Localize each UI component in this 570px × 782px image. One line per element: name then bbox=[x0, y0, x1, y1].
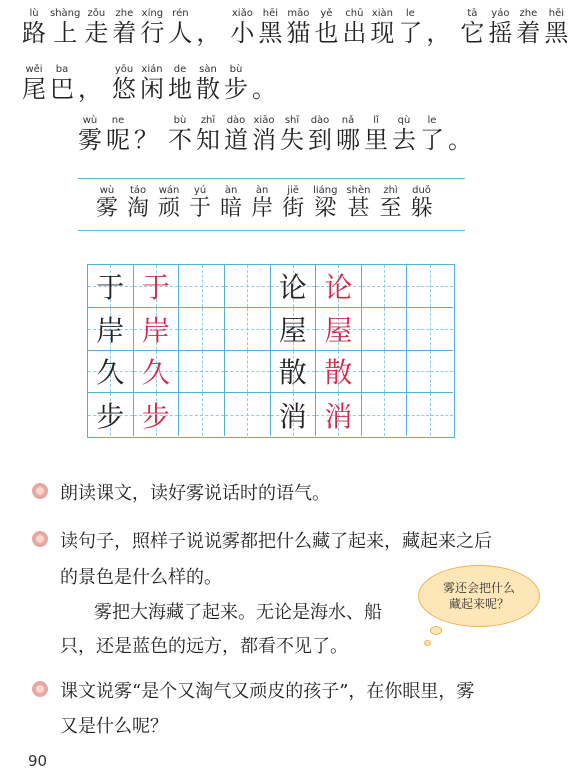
grid-cell bbox=[88, 393, 134, 436]
grid-cell bbox=[88, 265, 134, 308]
grid-cell bbox=[134, 265, 180, 308]
hanzi-with-pinyin bbox=[251, 185, 274, 221]
grid-cell bbox=[225, 308, 271, 351]
exercise-1-text: 朗读课文，读好雾说话时的语气。 bbox=[60, 483, 330, 504]
grid-cell bbox=[407, 351, 453, 394]
hanzi-with-pinyin bbox=[96, 185, 119, 221]
pinyin: zhī bbox=[196, 115, 220, 126]
model-character: 消 bbox=[278, 399, 307, 433]
hanzi: 雾 bbox=[96, 196, 119, 221]
pinyin: lù bbox=[22, 8, 46, 19]
thought-bubble-dot bbox=[430, 626, 442, 635]
hanzi: 了 bbox=[420, 126, 444, 154]
example-sentence-line-2: 只，还是蓝色的远方，都看不见了。 bbox=[60, 636, 348, 657]
grid-cell bbox=[316, 393, 362, 436]
vocab-list bbox=[96, 185, 442, 222]
hanzi-with-pinyin bbox=[280, 115, 304, 154]
vocab-bottom-rule bbox=[78, 230, 465, 231]
pinyin: yōu bbox=[112, 64, 136, 75]
hanzi-with-pinyin bbox=[50, 64, 74, 103]
hanzi: 了 bbox=[398, 19, 423, 47]
punctuation: ？ bbox=[134, 126, 158, 154]
hanzi-with-pinyin bbox=[379, 185, 402, 221]
grid-cell bbox=[225, 265, 271, 308]
trace-character: 岸 bbox=[141, 313, 170, 347]
hanzi-with-pinyin bbox=[84, 8, 109, 47]
hanzi: 顽 bbox=[158, 196, 181, 221]
grid-cell bbox=[362, 351, 408, 394]
grid-cell bbox=[362, 265, 408, 308]
hanzi-with-pinyin bbox=[488, 8, 513, 47]
hanzi-with-pinyin bbox=[392, 115, 416, 154]
punctuation: ， bbox=[196, 19, 221, 47]
pinyin: xiǎo bbox=[230, 8, 255, 19]
hanzi: 黑 bbox=[544, 19, 569, 47]
pinyin: wěi bbox=[22, 64, 46, 75]
hanzi-with-pinyin bbox=[196, 64, 220, 103]
pinyin: le bbox=[420, 115, 444, 126]
hanzi: 黑 bbox=[258, 19, 283, 47]
hanzi: 淘 bbox=[127, 196, 150, 221]
hanzi: 走 bbox=[84, 19, 109, 47]
pinyin: wù bbox=[78, 115, 102, 126]
hanzi: 猫 bbox=[286, 19, 311, 47]
hanzi: 闲 bbox=[140, 75, 164, 103]
hanzi-with-pinyin bbox=[127, 185, 150, 221]
thought-bubble bbox=[418, 565, 540, 627]
grid-cell bbox=[225, 393, 271, 436]
hanzi-with-pinyin bbox=[158, 185, 181, 221]
thought-bubble-dot bbox=[424, 640, 431, 646]
trace-character: 久 bbox=[141, 356, 170, 390]
hanzi: 梁 bbox=[313, 196, 338, 221]
hanzi-with-pinyin bbox=[308, 115, 332, 154]
pinyin: yú bbox=[189, 185, 212, 196]
writing-grid bbox=[87, 264, 455, 438]
passage-line-3 bbox=[78, 115, 482, 155]
hanzi-with-pinyin bbox=[364, 115, 388, 154]
hanzi: 尾 bbox=[22, 75, 46, 103]
grid-cell bbox=[316, 308, 362, 351]
hanzi-with-pinyin bbox=[370, 8, 395, 47]
trace-character: 论 bbox=[324, 270, 353, 304]
hanzi-with-pinyin bbox=[336, 115, 360, 154]
pinyin: dào bbox=[308, 115, 332, 126]
hanzi-with-pinyin bbox=[286, 8, 311, 47]
grid-cell bbox=[271, 308, 317, 351]
pinyin: qù bbox=[392, 115, 416, 126]
hanzi: 呢 bbox=[106, 126, 130, 154]
hanzi: 步 bbox=[224, 75, 248, 103]
hanzi: 失 bbox=[280, 126, 304, 154]
grid-cell bbox=[271, 265, 317, 308]
model-character: 论 bbox=[278, 270, 307, 304]
hanzi-with-pinyin bbox=[112, 64, 136, 103]
pinyin: shī bbox=[280, 115, 304, 126]
bubble-text-line-1: 雾还会把什么 bbox=[442, 581, 515, 595]
hanzi: 路 bbox=[22, 19, 46, 47]
model-character: 步 bbox=[96, 399, 125, 433]
trace-character: 屋 bbox=[324, 313, 353, 347]
hanzi: 雾 bbox=[78, 126, 102, 154]
hanzi-with-pinyin bbox=[342, 8, 367, 47]
exercise-1-bullet-icon bbox=[32, 483, 48, 499]
hanzi: 不 bbox=[168, 126, 192, 154]
pinyin: xiāo bbox=[252, 115, 276, 126]
hanzi: 现 bbox=[370, 19, 395, 47]
hanzi: 着 bbox=[516, 19, 541, 47]
hanzi-with-pinyin bbox=[410, 185, 433, 221]
hanzi-with-pinyin bbox=[168, 64, 192, 103]
hanzi: 也 bbox=[314, 19, 339, 47]
pinyin: lǐ bbox=[364, 115, 388, 126]
grid-cell bbox=[134, 351, 180, 394]
hanzi-with-pinyin bbox=[189, 185, 212, 221]
exercise-2-bullet-icon bbox=[32, 531, 48, 547]
grid-cell bbox=[134, 393, 180, 436]
trace-character: 于 bbox=[141, 270, 170, 304]
grid-cell bbox=[316, 351, 362, 394]
hanzi: 哪 bbox=[336, 126, 360, 154]
example-sentence-line-1: 雾把大海藏了起来。无论是海水、船 bbox=[94, 602, 382, 623]
grid-cell bbox=[88, 308, 134, 351]
hanzi-with-pinyin bbox=[50, 8, 81, 47]
pinyin: àn bbox=[251, 185, 274, 196]
hanzi-with-pinyin bbox=[196, 115, 220, 154]
grid-cell bbox=[362, 308, 408, 351]
hanzi: 于 bbox=[189, 196, 212, 221]
pinyin: ne bbox=[106, 115, 130, 126]
pinyin: sàn bbox=[196, 64, 220, 75]
pinyin: yě bbox=[314, 8, 339, 19]
pinyin: jiē bbox=[282, 185, 305, 196]
hanzi: 岸 bbox=[251, 196, 274, 221]
punctuation: ， bbox=[78, 75, 102, 103]
hanzi-with-pinyin bbox=[252, 115, 276, 154]
exercise-2-text-line-2: 的景色是什么样的。 bbox=[60, 567, 222, 588]
grid-cell bbox=[271, 351, 317, 394]
hanzi: 小 bbox=[230, 19, 255, 47]
hanzi: 道 bbox=[224, 126, 248, 154]
pinyin: liáng bbox=[313, 185, 338, 196]
pinyin: shàng bbox=[50, 8, 81, 19]
hanzi-with-pinyin bbox=[230, 8, 255, 47]
grid-cell bbox=[179, 351, 225, 394]
pinyin: zǒu bbox=[84, 8, 109, 19]
pinyin: hēi bbox=[258, 8, 283, 19]
pinyin: bù bbox=[224, 64, 248, 75]
hanzi: 消 bbox=[252, 126, 276, 154]
hanzi: 出 bbox=[342, 19, 367, 47]
grid-cell bbox=[88, 351, 134, 394]
hanzi-with-pinyin bbox=[460, 8, 485, 47]
hanzi: 知 bbox=[196, 126, 220, 154]
hanzi: 街 bbox=[282, 196, 305, 221]
pinyin: wù bbox=[96, 185, 118, 196]
hanzi-with-pinyin bbox=[168, 115, 192, 154]
exercise-3-text-line-2: 又是什么呢？ bbox=[60, 716, 168, 737]
pinyin: chū bbox=[342, 8, 367, 19]
hanzi-with-pinyin bbox=[140, 8, 165, 47]
exercise-3-bullet-icon bbox=[32, 681, 48, 697]
hanzi: 上 bbox=[50, 19, 81, 47]
hanzi-with-pinyin bbox=[282, 185, 305, 221]
hanzi-with-pinyin bbox=[420, 115, 444, 154]
pinyin: shèn bbox=[346, 185, 371, 196]
pinyin: àn bbox=[220, 185, 243, 196]
hanzi: 里 bbox=[364, 126, 388, 154]
hanzi-with-pinyin bbox=[224, 64, 248, 103]
pinyin: zhe bbox=[112, 8, 137, 19]
hanzi-with-pinyin bbox=[106, 115, 130, 154]
bubble-text-line-2: 藏起来呢？ bbox=[448, 597, 509, 611]
pinyin: tā bbox=[460, 8, 485, 19]
model-character: 久 bbox=[96, 356, 125, 390]
grid-cell bbox=[134, 308, 180, 351]
exercise-3-text-line-1: 课文说雾“是个又淘气又顽皮的孩子”，在你眼里，雾 bbox=[60, 681, 475, 702]
model-character: 岸 bbox=[96, 313, 125, 347]
hanzi: 到 bbox=[308, 126, 332, 154]
grid-cell bbox=[407, 265, 453, 308]
pinyin: táo bbox=[127, 185, 150, 196]
exercise-2-text-line-1: 读句子，照样子说说雾都把什么藏了起来，藏起来之后 bbox=[60, 531, 492, 552]
model-character: 屋 bbox=[278, 313, 307, 347]
grid-cell bbox=[407, 308, 453, 351]
hanzi: 暗 bbox=[220, 196, 243, 221]
hanzi: 至 bbox=[379, 196, 402, 221]
hanzi: 人 bbox=[168, 19, 193, 47]
hanzi-with-pinyin bbox=[22, 64, 46, 103]
pinyin: ba bbox=[50, 64, 74, 75]
punctuation: ， bbox=[426, 19, 451, 47]
grid-cell bbox=[179, 393, 225, 436]
punctuation: 。 bbox=[448, 126, 472, 154]
hanzi-with-pinyin bbox=[112, 8, 137, 47]
grid-cell bbox=[179, 308, 225, 351]
hanzi: 着 bbox=[112, 19, 137, 47]
pinyin: zhe bbox=[516, 8, 541, 19]
passage-line-2 bbox=[22, 64, 286, 104]
hanzi-with-pinyin bbox=[544, 8, 569, 47]
trace-character: 消 bbox=[324, 399, 353, 433]
model-character: 于 bbox=[96, 270, 125, 304]
pinyin: xiàn bbox=[370, 8, 395, 19]
trace-character: 散 bbox=[324, 356, 353, 390]
pinyin: xián bbox=[140, 64, 164, 75]
hanzi-with-pinyin bbox=[140, 64, 164, 103]
grid-cell bbox=[316, 265, 362, 308]
pinyin: duǒ bbox=[410, 185, 433, 196]
hanzi-with-pinyin bbox=[224, 115, 248, 154]
hanzi-with-pinyin bbox=[313, 185, 338, 221]
grid-cell bbox=[362, 393, 408, 436]
grid-cell bbox=[407, 393, 453, 436]
pinyin: rén bbox=[168, 8, 193, 19]
grid-cell bbox=[225, 351, 271, 394]
pinyin: le bbox=[398, 8, 423, 19]
pinyin: nǎ bbox=[336, 115, 360, 126]
hanzi-with-pinyin bbox=[22, 8, 46, 47]
hanzi: 巴 bbox=[50, 75, 74, 103]
hanzi: 它 bbox=[460, 19, 485, 47]
vocab-top-rule bbox=[78, 178, 465, 179]
pinyin: wán bbox=[158, 185, 181, 196]
hanzi-with-pinyin bbox=[168, 8, 193, 47]
hanzi-with-pinyin bbox=[220, 185, 243, 221]
model-character: 散 bbox=[278, 356, 307, 390]
hanzi: 躲 bbox=[410, 196, 433, 221]
hanzi-with-pinyin bbox=[258, 8, 283, 47]
pinyin: bù bbox=[168, 115, 192, 126]
punctuation: 。 bbox=[252, 75, 276, 103]
pinyin: yáo bbox=[488, 8, 513, 19]
pinyin: de bbox=[168, 64, 192, 75]
trace-character: 步 bbox=[141, 399, 170, 433]
hanzi-with-pinyin bbox=[314, 8, 339, 47]
passage-line-1 bbox=[22, 8, 570, 48]
hanzi: 悠 bbox=[112, 75, 136, 103]
hanzi-with-pinyin bbox=[398, 8, 423, 47]
pinyin: dào bbox=[224, 115, 248, 126]
hanzi: 摇 bbox=[488, 19, 513, 47]
hanzi-with-pinyin bbox=[516, 8, 541, 47]
pinyin: zhì bbox=[379, 185, 402, 196]
hanzi: 散 bbox=[196, 75, 220, 103]
grid-cell bbox=[179, 265, 225, 308]
page-number: 90 bbox=[28, 752, 48, 770]
grid-cell bbox=[271, 393, 317, 436]
hanzi-with-pinyin bbox=[346, 185, 371, 221]
hanzi: 去 bbox=[392, 126, 416, 154]
pinyin: hēi bbox=[544, 8, 569, 19]
hanzi: 地 bbox=[168, 75, 192, 103]
pinyin: māo bbox=[286, 8, 311, 19]
pinyin: xíng bbox=[140, 8, 165, 19]
hanzi-with-pinyin bbox=[78, 115, 102, 154]
hanzi: 甚 bbox=[346, 196, 371, 221]
hanzi: 行 bbox=[140, 19, 165, 47]
